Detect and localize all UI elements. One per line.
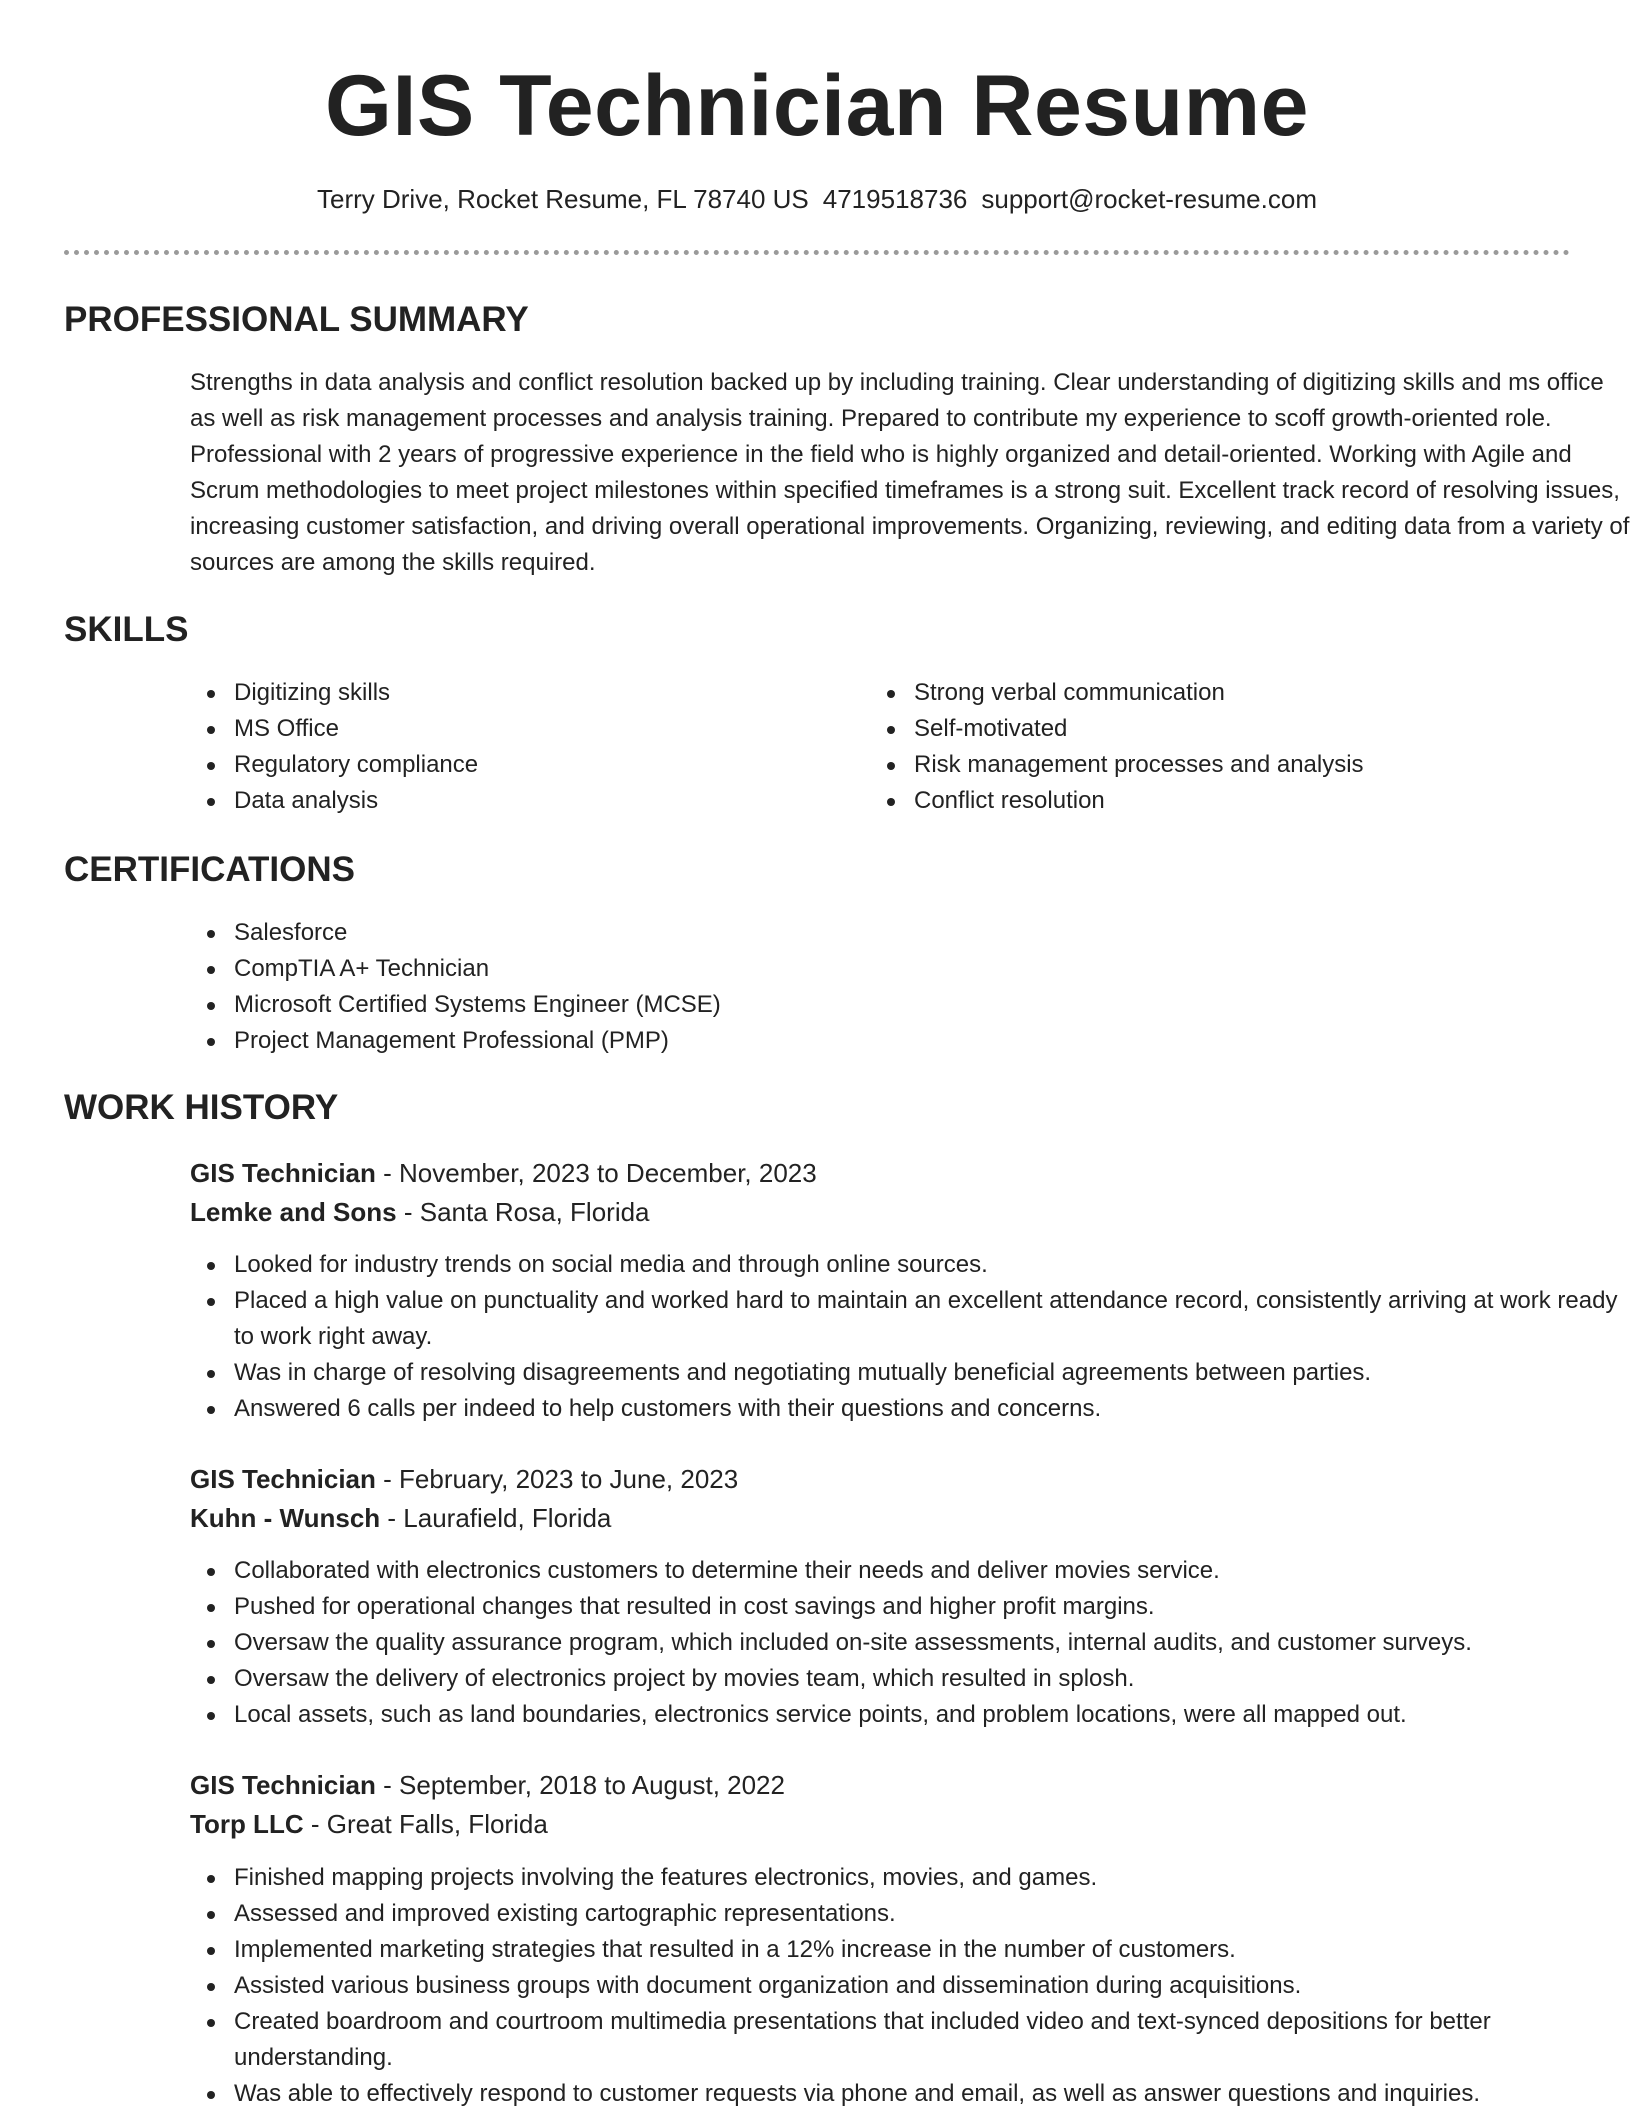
skills-list-left (190, 675, 830, 819)
job-title: GIS Technician (190, 1158, 376, 1188)
list-item: Local assets, such as land boundaries, electronics service points, and problem locations, were all mapped out. (190, 1697, 1630, 1733)
job-company: Lemke and Sons (190, 1197, 397, 1227)
job-bullets (190, 1860, 1630, 2112)
list-item: Created boardroom and courtroom multimedia presentations that included video and text-synced depositions for better understanding. (190, 2004, 1630, 2076)
job-dates: - September, 2018 to August, 2022 (375, 1770, 785, 1800)
list-item: Answered 6 calls per indeed to help customers with their questions and concerns. (190, 1391, 1630, 1427)
job-location: - Laurafield, Florida (380, 1503, 612, 1533)
list-item: Strong verbal communication (870, 675, 1570, 711)
summary-text: Strengths in data analysis and conflict resolution backed up by including training. Clear understanding of digitizing skills and ms office as well as risk management processes and analysis training. Prepared to contribute my experience to scoff growth-oriented role. Professional with 2 years of progressive experience in the field who is highly organized and detail-oriented. Working with Agile and Scrum methodologies to meet project milestones within specified timeframes is a strong suit. Excellent track record of resolving issues, increasing customer satisfaction, and driving overall operational improvements. Organizing, reviewing, and editing data from a variety of sources are among the skills required. (190, 369, 1630, 576)
contact-address: Terry Drive, Rocket Resume, FL 78740 US (317, 184, 809, 214)
resume-title: GIS Technician Resume (325, 58, 1309, 154)
list-item: Risk management processes and analysis (870, 747, 1570, 783)
list-item: Finished mapping projects involving the features electronics, movies, and games. (190, 1860, 1630, 1896)
job-dates: - February, 2023 to June, 2023 (375, 1464, 739, 1494)
job-company: Kuhn - Wunsch (190, 1503, 381, 1533)
job-title-line (190, 1154, 1570, 1192)
list-item: Salesforce (190, 915, 1570, 951)
section-title-certifications: CERTIFICATIONS (64, 850, 356, 889)
section-title-work-history: WORK HISTORY (64, 1088, 339, 1127)
job-title-line (190, 1460, 1570, 1498)
job-title: GIS Technician (190, 1464, 376, 1494)
list-item: Oversaw the delivery of electronics project by movies team, which resulted in splosh. (190, 1661, 1630, 1697)
list-item: Oversaw the quality assurance program, which included on-site assessments, internal audits, and customer surveys. (190, 1625, 1630, 1661)
skills-list-right (870, 675, 1570, 819)
list-item: Assisted various business groups with document organization and dissemination during acquisitions. (190, 1968, 1630, 2004)
list-item: Pushed for operational changes that resulted in cost savings and higher profit margins. (190, 1589, 1630, 1625)
section-title-skills: SKILLS (64, 610, 189, 649)
list-item: CompTIA A+ Technician (190, 951, 1570, 987)
list-item: Self-motivated (870, 711, 1570, 747)
job-company-line (190, 1499, 1570, 1537)
list-item: MS Office (190, 711, 830, 747)
list-item: Microsoft Certified Systems Engineer (MCSE) (190, 987, 1570, 1023)
contact-phone: 4719518736 (822, 184, 968, 214)
header-divider (64, 250, 1570, 255)
job-bullets (190, 1247, 1630, 1427)
contact-line (64, 182, 1570, 216)
list-item: Was in charge of resolving disagreements and negotiating mutually beneficial agreements between parties. (190, 1355, 1630, 1391)
contact-email: support@rocket-resume.com (981, 184, 1317, 214)
job-company-line (190, 1193, 1570, 1231)
list-item: Placed a high value on punctuality and worked hard to maintain an excellent attendance record, consistently arriving at work ready to work right away. (190, 1283, 1630, 1355)
job-location: - Santa Rosa, Florida (396, 1197, 650, 1227)
list-item: Data analysis (190, 783, 830, 819)
job-company-line (190, 1805, 1570, 1843)
job-company: Torp LLC (190, 1809, 304, 1839)
list-item: Assessed and improved existing cartographic representations. (190, 1896, 1630, 1932)
list-item: Conflict resolution (870, 783, 1570, 819)
list-item: Digitizing skills (190, 675, 830, 711)
job-bullets (190, 1553, 1630, 1733)
list-item: Collaborated with electronics customers to determine their needs and deliver movies service. (190, 1553, 1630, 1589)
list-item: Regulatory compliance (190, 747, 830, 783)
list-item: Project Management Professional (PMP) (190, 1023, 1570, 1059)
job-title-line (190, 1766, 1570, 1804)
list-item: Was able to effectively respond to customer requests via phone and email, as well as answer questions and inquiries. (190, 2076, 1630, 2112)
list-item: Looked for industry trends on social media and through online sources. (190, 1247, 1630, 1283)
list-item: Implemented marketing strategies that resulted in a 12% increase in the number of customers. (190, 1932, 1630, 1968)
section-title-summary: PROFESSIONAL SUMMARY (64, 300, 529, 339)
job-title: GIS Technician (190, 1770, 376, 1800)
certifications-list (190, 915, 1570, 1059)
job-location: - Great Falls, Florida (303, 1809, 548, 1839)
job-dates: - November, 2023 to December, 2023 (375, 1158, 817, 1188)
